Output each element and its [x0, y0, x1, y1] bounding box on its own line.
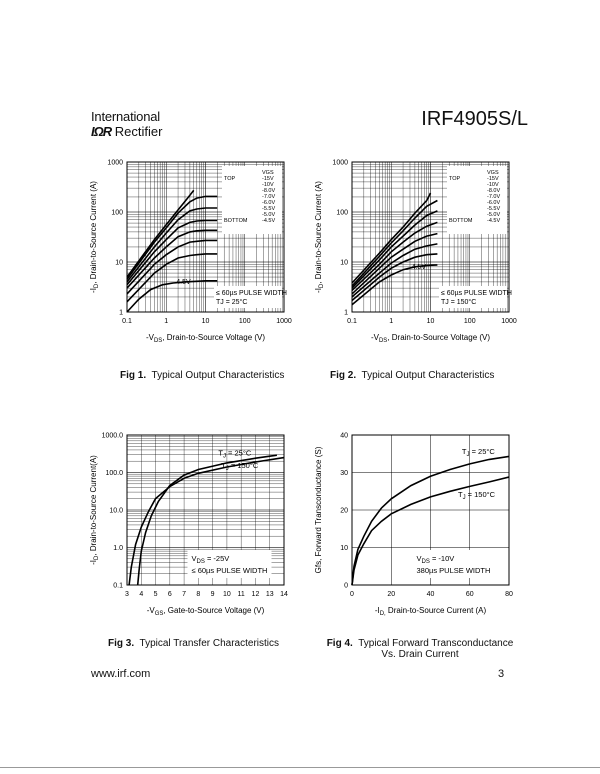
- fig1-caption-text: Typical Output Characteristics: [151, 370, 285, 381]
- fig3-xtick-label: 6: [167, 591, 172, 598]
- fig1-legend-entry: -6.0V: [262, 200, 276, 206]
- fig2-note-pulse: ≤ 60µs PULSE WIDTH: [441, 290, 512, 297]
- fig3-caption-text: Typical Transfer Characteristics: [139, 638, 280, 649]
- fig3-series-label-1: $T_J = 25^\circ C$: [218, 448, 252, 460]
- fig3-ytick-label: 0.1: [113, 582, 123, 590]
- fig1-legend-entry: -5.5V: [262, 206, 276, 212]
- fig1-xaxis-label: $-V_{DS}$, Drain-to-Source Voltage (V): [145, 333, 266, 344]
- fig3-xtick-label: 14: [280, 591, 288, 598]
- fig4-caption-number: Fig 4.: [326, 638, 353, 649]
- page-number: 3: [498, 668, 505, 680]
- fig1-xtick-label: 100: [238, 318, 251, 325]
- fig2-legend-entry: -6.0V: [487, 200, 501, 206]
- footer-url[interactable]: www.irf.com: [91, 668, 151, 680]
- fig2-caption-text: Typical Output Characteristics: [361, 370, 495, 381]
- fig1-legend-entry: -5.0V: [262, 212, 276, 218]
- fig1-ytick-label: 100: [111, 209, 123, 217]
- fig4-ytick-label: 10: [340, 545, 348, 552]
- company-logo-mark: IΩR: [91, 124, 112, 139]
- fig4-xtick-label: 0: [350, 591, 354, 598]
- fig3-xtick-label: 9: [210, 591, 215, 598]
- fig3-xtick-label: 13: [265, 591, 274, 598]
- fig4-series-label-2: $T_J = 150^\circ C$: [457, 489, 496, 501]
- fig3-note-vds: $V_{DS} = -25V$: [191, 554, 230, 565]
- fig3-yaxis-label: $-I_D$, Drain-to-Source Current(A): [89, 455, 100, 565]
- fig4-caption-text2: Vs. Drain Current: [381, 649, 459, 660]
- fig1-legend-entry: -7.0V: [262, 194, 276, 200]
- fig4-caption-text: Typical Forward Transconductance: [358, 638, 514, 649]
- fig3-xtick-label: 12: [251, 591, 260, 598]
- fig4-xaxis-label: $-I_{D,}$ Drain-to-Source Current (A): [374, 606, 487, 617]
- company-logo-line1: International: [91, 109, 160, 124]
- fig2-note-temp: TJ = 150°C: [441, 299, 477, 306]
- fig3-xtick-label: 5: [153, 591, 158, 598]
- fig1-legend-top: TOP: [224, 176, 236, 182]
- fig2-xtick-label: 1000: [501, 318, 517, 325]
- fig1-chart: [85, 152, 300, 352]
- fig2-xtick-label: 100: [463, 318, 476, 325]
- fig3-caption-number: Fig 3.: [108, 638, 135, 649]
- fig1-xtick-label: 10: [201, 318, 210, 325]
- fig1-legend-entry: -10V: [262, 182, 274, 188]
- fig3-note-pulse: ≤ 60µs PULSE WIDTH: [191, 566, 268, 575]
- fig1-legend-entry: -8.0V: [262, 188, 276, 194]
- fig1-ytick-label: 10: [115, 259, 123, 267]
- fig1-curve-label: 4.5V: [176, 279, 191, 287]
- fig4-xtick-label: 40: [426, 591, 435, 598]
- fig4-caption: [320, 638, 520, 660]
- fig1-note-temp: TJ = 25°C: [216, 299, 248, 306]
- fig2-legend-entry: -10V: [487, 182, 499, 188]
- fig4-xtick-label: 20: [387, 591, 396, 598]
- fig1-note-pulse: ≤ 60µs PULSE WIDTH: [216, 290, 287, 297]
- part-number: IRF4905S/L: [421, 108, 528, 130]
- fig3-ytick-label: 10.0: [109, 507, 123, 515]
- fig2-yaxis-label: $-I_D$, Drain-to-Source Current (A): [314, 181, 325, 293]
- fig1-legend-entry: -15V: [262, 176, 274, 182]
- fig4-yaxis-label: Gfs, Forward Transconductance (S): [314, 446, 323, 574]
- fig2-legend-entry: -5.0V: [487, 212, 501, 218]
- fig3-xtick-label: 11: [237, 591, 245, 598]
- fig1-legend-title: VGS: [262, 170, 274, 176]
- fig4-ytick-label: 40: [340, 432, 348, 440]
- fig2-legend-entry: -5.5V: [487, 206, 501, 212]
- fig4-note-vds: $V_{DS} = -10V$: [416, 554, 455, 565]
- fig4-ytick-label: 20: [340, 507, 348, 515]
- fig4-ytick-label: 30: [340, 470, 348, 477]
- fig2-legend-bottom: BOTTOM: [449, 218, 473, 224]
- fig1-caption: [120, 370, 284, 381]
- company-logo-line2: [91, 124, 162, 139]
- fig2-ytick-label: 10: [340, 259, 348, 267]
- bottom-rule: [0, 767, 600, 768]
- fig3-ytick-label: 100.0: [105, 470, 123, 477]
- fig2-legend-top: TOP: [449, 176, 461, 182]
- fig4-chart: [310, 425, 525, 625]
- fig2-caption: [330, 370, 494, 381]
- fig2-xaxis-label: $-V_{DS}$, Drain-to-Source Voltage (V): [370, 333, 491, 344]
- fig2-legend-entry: -8.0V: [487, 188, 501, 194]
- fig1-xtick-label: 1000: [276, 318, 292, 325]
- fig2-chart: [310, 152, 525, 352]
- fig1-ytick-label: 1: [119, 309, 123, 317]
- fig2-caption-number: Fig 2.: [330, 370, 357, 381]
- fig3-ytick-label: 1.0: [113, 545, 123, 552]
- fig4-note-pulse: 380µs PULSE WIDTH: [416, 566, 491, 575]
- fig2-ytick-label: 1000: [332, 159, 348, 167]
- fig4-series-label-1: $T_J = 25^\circ C$: [461, 446, 495, 458]
- fig4-ytick-label: 0: [344, 582, 348, 590]
- fig3-xtick-label: 8: [196, 591, 201, 598]
- fig3-caption: [108, 638, 279, 649]
- fig3-xaxis-label: $-V_{GS}$, Gate-to-Source Voltage (V): [146, 606, 265, 617]
- fig2-legend-title: VGS: [487, 170, 499, 176]
- fig2-ytick-label: 1: [344, 309, 348, 317]
- fig1-xtick-label: 0.1: [122, 318, 132, 325]
- fig3-chart: [85, 425, 300, 625]
- fig4-xtick-label: 80: [505, 591, 513, 598]
- fig1-xtick-label: 1: [164, 318, 169, 325]
- fig1-ytick-label: 1000: [107, 159, 123, 167]
- fig1-legend-entry: -4.5V: [262, 218, 276, 224]
- fig2-legend-entry: -7.0V: [487, 194, 501, 200]
- fig2-xtick-label: 10: [426, 318, 435, 325]
- fig1-yaxis-label: $-I_D$, Drain-to-Source Current (A): [89, 181, 100, 293]
- fig3-series-label-2: $T_J = 150^\circ C$: [221, 461, 259, 473]
- fig2-legend-entry: -4.5V: [487, 218, 501, 224]
- fig2-ytick-label: 100: [336, 209, 348, 217]
- fig4-xtick-label: 60: [465, 591, 474, 598]
- fig3-xtick-label: 3: [125, 591, 129, 598]
- fig3-xtick-label: 4: [139, 591, 144, 598]
- fig3-ytick-label: 1000.0: [101, 432, 123, 440]
- fig1-caption-number: Fig 1.: [120, 370, 147, 381]
- fig2-legend-entry: -15V: [487, 176, 499, 182]
- fig2-xtick-label: 1: [389, 318, 394, 325]
- fig3-xtick-label: 10: [223, 591, 231, 598]
- fig2-curve-label: 4.5V: [411, 264, 427, 272]
- fig2-xtick-label: 0.1: [347, 318, 357, 325]
- fig3-xtick-label: 7: [182, 591, 187, 598]
- fig1-legend-bottom: BOTTOM: [224, 218, 248, 224]
- company-logo-text: Rectifier: [114, 124, 163, 139]
